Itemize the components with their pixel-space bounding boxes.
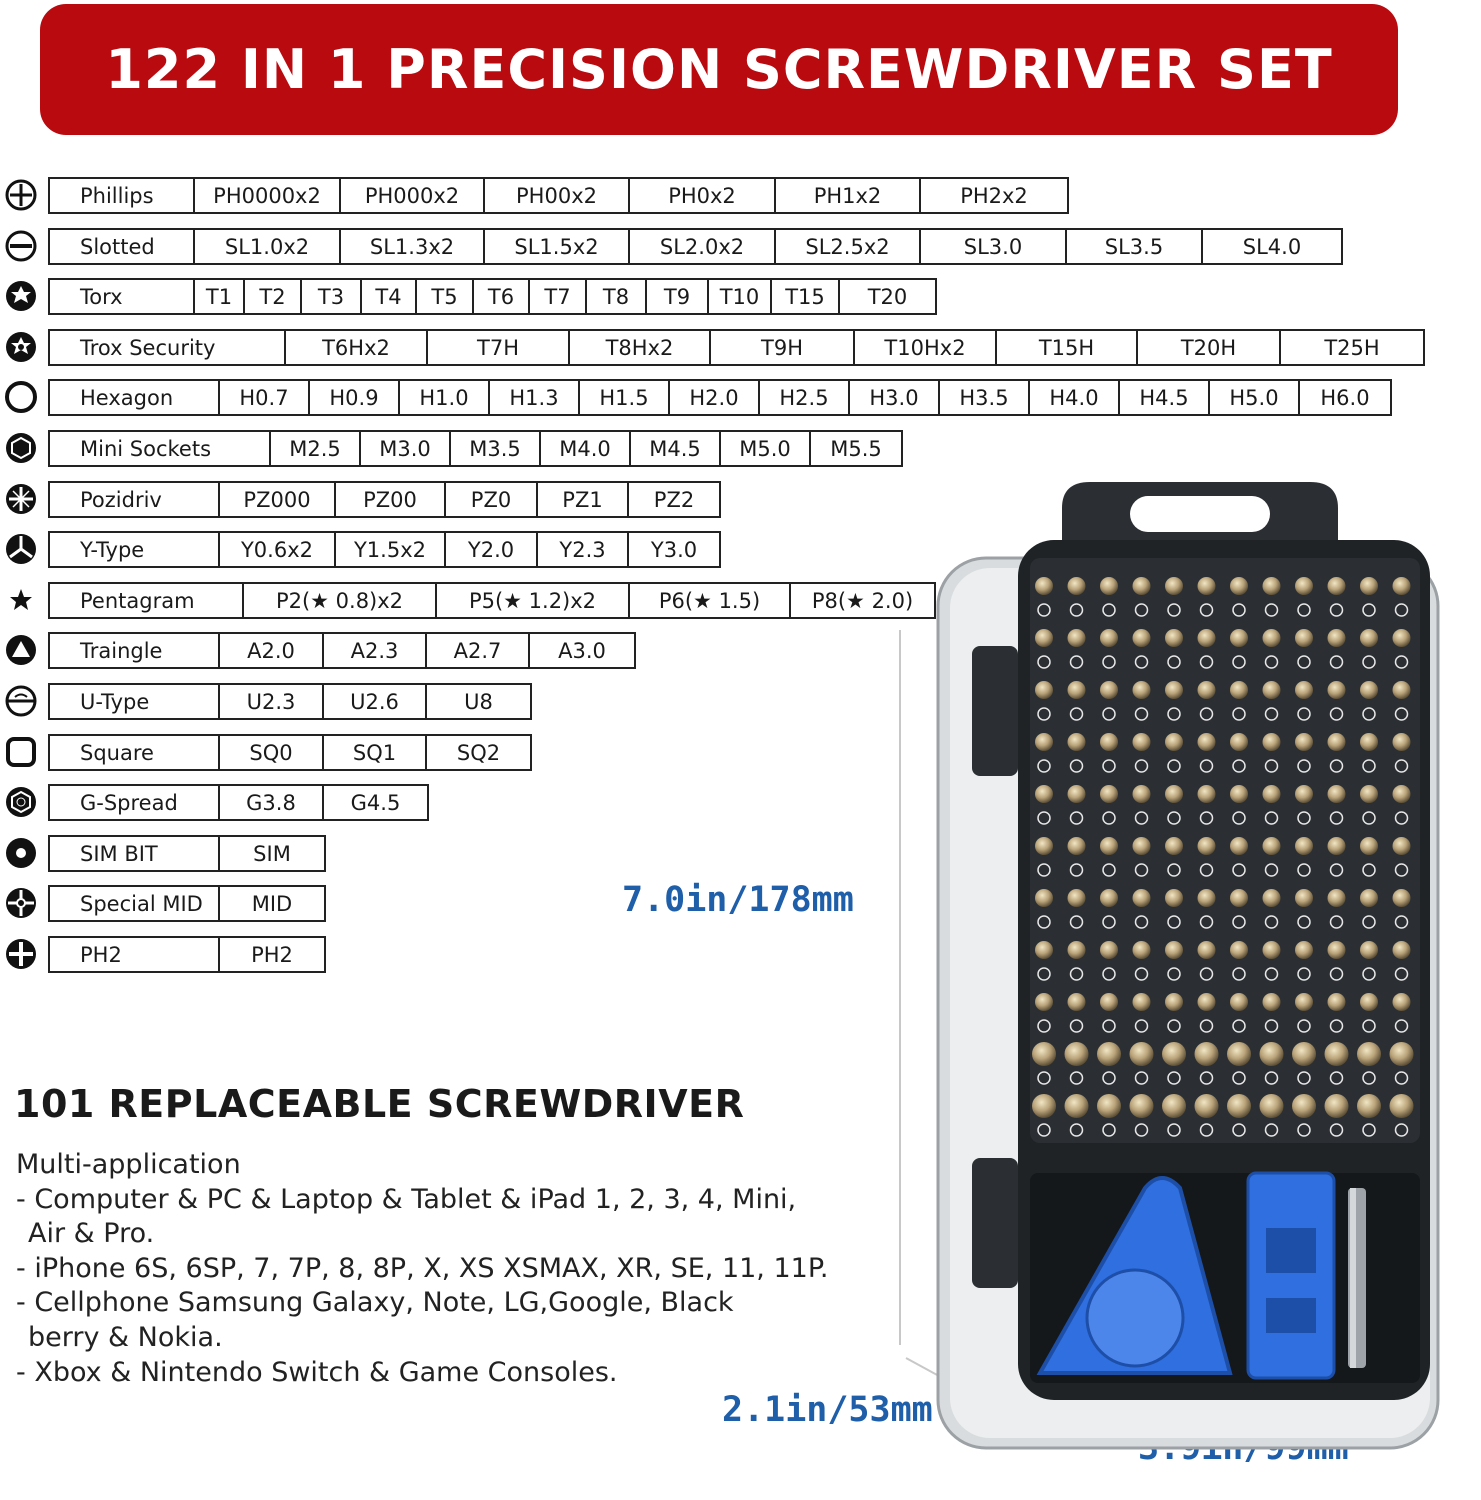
bit-tip xyxy=(1198,941,1216,959)
bit-tip xyxy=(1360,889,1378,907)
bit-size-cell: MID xyxy=(251,891,293,916)
bit-tip xyxy=(1165,577,1183,595)
bit-tip xyxy=(1165,941,1183,959)
bit-type-label: Slotted xyxy=(50,230,195,263)
bit-tip xyxy=(1198,837,1216,855)
bit-size-cell: SIM xyxy=(253,841,291,866)
bit-size-cell: H1.5 xyxy=(580,381,670,414)
bit-tip xyxy=(1328,837,1346,855)
bit-size-cell: T15 xyxy=(772,280,840,313)
bit-tip xyxy=(1230,837,1248,855)
bit-size-cell: M3.0 xyxy=(361,432,451,465)
bit-size-cell: T2 xyxy=(245,280,302,313)
bit-tip xyxy=(1263,837,1281,855)
bit-tip xyxy=(1328,681,1346,699)
bit-size-cell: SL1.3x2 xyxy=(341,230,485,263)
bit-tip xyxy=(1295,993,1313,1011)
bit-size-cell: U8 xyxy=(464,689,493,714)
bit-tip xyxy=(1227,1042,1251,1066)
bit-tip xyxy=(1230,889,1248,907)
bit-tip xyxy=(1100,629,1118,647)
bit-tip xyxy=(1393,837,1411,855)
bit-size-cell: SL3.0 xyxy=(921,230,1067,263)
bit-size-cell: T4 xyxy=(362,280,417,313)
bit-tip xyxy=(1360,785,1378,803)
bit-tip xyxy=(1198,993,1216,1011)
bit-tip xyxy=(1100,941,1118,959)
bit-tip xyxy=(1357,1042,1381,1066)
bit-tip xyxy=(1035,941,1053,959)
bit-type-label: G-Spread xyxy=(50,786,220,819)
bit-size-cell: M4.0 xyxy=(541,432,631,465)
bit-size-cell: U2.6 xyxy=(324,685,427,718)
bit-size-cell: SL1.0x2 xyxy=(195,230,341,263)
bit-tip xyxy=(1032,1094,1056,1118)
applications-line: - Computer & PC & Laptop & Tablet & iPad 1, 2, 3, 4, Mini, xyxy=(16,1183,797,1215)
bit-size-cell: M2.5 xyxy=(271,432,361,465)
bit-size-cell: T20H xyxy=(1138,331,1281,364)
bit-tip xyxy=(1393,889,1411,907)
bit-size-cell: P5(★ 1.2)x2 xyxy=(437,584,630,617)
bit-tip xyxy=(1198,629,1216,647)
bit-tip xyxy=(1292,1042,1316,1066)
bit-size-cell: PH2 xyxy=(251,942,293,967)
bit-tip xyxy=(1195,1042,1219,1066)
bit-tip xyxy=(1100,837,1118,855)
bit-type-label: SIM BIT xyxy=(50,837,220,870)
bit-size-cell: Y2.3 xyxy=(538,533,629,566)
bit-type-label: Phillips xyxy=(50,179,195,212)
bit-size-cell: T15H xyxy=(997,331,1138,364)
bit-size-cell: H3.5 xyxy=(940,381,1030,414)
bit-tip xyxy=(1195,1094,1219,1118)
bit-size-cell: SL2.0x2 xyxy=(630,230,776,263)
bit-type-label: PH2 xyxy=(50,938,220,971)
bit-tip xyxy=(1230,733,1248,751)
bit-size-cell: H4.0 xyxy=(1030,381,1120,414)
bit-tip xyxy=(1198,889,1216,907)
applications-line: - Xbox & Nintendo Switch & Game Consoles. xyxy=(16,1356,618,1388)
bit-size-cell: H1.0 xyxy=(400,381,490,414)
bit-tip xyxy=(1263,785,1281,803)
bit-size-cell: M3.5 xyxy=(451,432,541,465)
bit-size-cell: PH2x2 xyxy=(960,183,1028,208)
bit-tip xyxy=(1263,629,1281,647)
bit-tip xyxy=(1165,733,1183,751)
bit-size-cell: PZ00 xyxy=(336,483,446,516)
bit-tip xyxy=(1035,785,1053,803)
bit-tip xyxy=(1295,577,1313,595)
bit-tip xyxy=(1393,577,1411,595)
bit-tip xyxy=(1393,941,1411,959)
bit-tip xyxy=(1165,889,1183,907)
bit-tip xyxy=(1260,1094,1284,1118)
bit-size-cell: T3 xyxy=(302,280,362,313)
bit-tip xyxy=(1068,837,1086,855)
bit-tip xyxy=(1295,889,1313,907)
bit-size-cell: T10 xyxy=(709,280,772,313)
applications-line: - Cellphone Samsung Galaxy, Note, LG,Google, Black xyxy=(16,1287,734,1319)
applications-line: Air & Pro. xyxy=(28,1218,155,1250)
bit-size-cell: SL4.0 xyxy=(1242,234,1302,259)
bit-tip xyxy=(1198,577,1216,595)
bit-tip xyxy=(1360,629,1378,647)
bit-tip xyxy=(1393,629,1411,647)
bit-size-cell: P8(★ 2.0) xyxy=(811,588,914,613)
bit-tip xyxy=(1162,1094,1186,1118)
bit-type-label: Square xyxy=(50,736,220,769)
bit-tip xyxy=(1068,577,1086,595)
bit-size-cell: G4.5 xyxy=(350,790,401,815)
bit-size-cell: M5.5 xyxy=(830,436,882,461)
bit-tip xyxy=(1393,785,1411,803)
bit-tip xyxy=(1393,681,1411,699)
bit-size-cell: SQ0 xyxy=(220,736,324,769)
bit-size-cell: Y0.6x2 xyxy=(220,533,336,566)
bit-size-cell: T25H xyxy=(1324,335,1380,360)
bit-size-cell: T9H xyxy=(711,331,855,364)
bit-tip xyxy=(1165,681,1183,699)
bit-tip xyxy=(1263,681,1281,699)
bit-size-cell: Y2.0 xyxy=(446,533,538,566)
bit-tip xyxy=(1100,785,1118,803)
bit-size-cell: SL2.5x2 xyxy=(776,230,921,263)
bit-size-cell: M4.5 xyxy=(631,432,721,465)
bit-tip xyxy=(1328,941,1346,959)
bit-size-cell: H5.0 xyxy=(1210,381,1300,414)
bit-type-label: Pozidriv xyxy=(50,483,220,516)
bit-tip xyxy=(1130,1094,1154,1118)
bit-tip xyxy=(1295,733,1313,751)
dimension-height: 7.0in/178mm xyxy=(622,880,854,920)
bit-tip xyxy=(1328,629,1346,647)
bit-tip xyxy=(1393,993,1411,1011)
bit-size-cell: A3.0 xyxy=(558,638,606,663)
bit-size-cell: H2.5 xyxy=(760,381,850,414)
bit-tip xyxy=(1230,785,1248,803)
bit-tip xyxy=(1328,889,1346,907)
bit-tip xyxy=(1230,681,1248,699)
dimension-depth: 2.1in/53mm xyxy=(722,1390,933,1430)
bit-size-cell: PH00x2 xyxy=(485,179,630,212)
bit-tip xyxy=(1393,733,1411,751)
bit-tip xyxy=(1133,785,1151,803)
bit-size-cell: G3.8 xyxy=(220,786,324,819)
bit-size-cell: T8Hx2 xyxy=(570,331,711,364)
bit-size-cell: PZ000 xyxy=(220,483,336,516)
bit-size-cell: SQ1 xyxy=(324,736,427,769)
bit-size-cell: H0.7 xyxy=(220,381,310,414)
bit-tip xyxy=(1100,889,1118,907)
bit-tip xyxy=(1068,733,1086,751)
bit-size-cell: M5.0 xyxy=(721,432,811,465)
bit-type-label: Y-Type xyxy=(50,533,220,566)
bit-tip xyxy=(1292,1094,1316,1118)
bit-tip xyxy=(1263,889,1281,907)
bit-size-cell: H0.9 xyxy=(310,381,400,414)
bit-size-cell: SQ2 xyxy=(456,740,501,765)
bit-size-cell: A2.0 xyxy=(220,634,324,667)
bit-size-cell: SL1.5x2 xyxy=(485,230,630,263)
bit-size-cell: T1 xyxy=(195,280,245,313)
bit-type-label: Hexagon xyxy=(50,381,220,414)
bit-tip xyxy=(1068,941,1086,959)
bit-tip xyxy=(1357,1094,1381,1118)
bit-tip xyxy=(1328,577,1346,595)
bit-type-label: Torx xyxy=(50,280,195,313)
bit-tip xyxy=(1065,1094,1089,1118)
applications-line: berry & Nokia. xyxy=(28,1321,223,1353)
bit-tip xyxy=(1325,1042,1349,1066)
bit-tip xyxy=(1035,733,1053,751)
bit-size-cell: T6Hx2 xyxy=(286,331,428,364)
bit-tip xyxy=(1068,889,1086,907)
bit-size-cell: A2.7 xyxy=(427,634,530,667)
bit-tip xyxy=(1328,785,1346,803)
bit-tip xyxy=(1068,629,1086,647)
bit-size-cell: T7H xyxy=(428,331,570,364)
bit-tip xyxy=(1260,1042,1284,1066)
bit-size-cell: H2.0 xyxy=(670,381,760,414)
bit-tip xyxy=(1035,837,1053,855)
bit-tip xyxy=(1360,993,1378,1011)
bit-size-cell: T9 xyxy=(647,280,709,313)
bit-tip xyxy=(1100,681,1118,699)
bit-tip xyxy=(1295,837,1313,855)
section-heading: 101 REPLACEABLE SCREWDRIVER xyxy=(14,1082,745,1126)
bit-tip xyxy=(1035,681,1053,699)
bit-size-cell: SL3.5 xyxy=(1067,230,1203,263)
bit-tip xyxy=(1263,993,1281,1011)
bit-tip xyxy=(1068,681,1086,699)
bit-tip xyxy=(1032,1042,1056,1066)
bit-tip xyxy=(1295,681,1313,699)
bit-tip xyxy=(1325,1094,1349,1118)
bit-size-cell: H1.3 xyxy=(490,381,580,414)
bit-tip xyxy=(1263,941,1281,959)
bit-tip xyxy=(1065,1042,1089,1066)
bit-type-label: Mini Sockets xyxy=(50,432,271,465)
bit-tip xyxy=(1230,941,1248,959)
bit-size-cell: T7 xyxy=(530,280,587,313)
bit-tip xyxy=(1035,577,1053,595)
page-title: 122 IN 1 PRECISION SCREWDRIVER SET xyxy=(105,38,1333,101)
bit-size-cell: PH0x2 xyxy=(630,179,776,212)
bit-tip xyxy=(1133,577,1151,595)
bit-tip xyxy=(1263,577,1281,595)
bit-tip xyxy=(1133,993,1151,1011)
bit-tip xyxy=(1230,577,1248,595)
bit-tip xyxy=(1097,1042,1121,1066)
bit-tip xyxy=(1035,629,1053,647)
bit-tip xyxy=(1133,889,1151,907)
bit-type-label: Special MID xyxy=(50,887,220,920)
bit-size-cell: PH1x2 xyxy=(776,179,921,212)
bit-size-cell: PZ0 xyxy=(446,483,538,516)
bit-size-cell: Y3.0 xyxy=(650,537,698,562)
bit-tip xyxy=(1133,629,1151,647)
bit-tip xyxy=(1230,993,1248,1011)
bit-size-cell: T20 xyxy=(867,284,908,309)
bit-size-cell: PH000x2 xyxy=(341,179,485,212)
bit-tip xyxy=(1035,889,1053,907)
bit-tip xyxy=(1390,1094,1414,1118)
screwdriver-case-illustration xyxy=(930,468,1450,1468)
bit-tip xyxy=(1165,785,1183,803)
bit-size-cell: Y1.5x2 xyxy=(336,533,446,566)
bit-tip xyxy=(1165,837,1183,855)
bit-tip xyxy=(1328,733,1346,751)
bit-tip xyxy=(1328,993,1346,1011)
bit-size-cell: T6 xyxy=(474,280,530,313)
bit-tip xyxy=(1263,733,1281,751)
bit-size-cell: H3.0 xyxy=(850,381,940,414)
bit-size-cell: PZ2 xyxy=(653,487,695,512)
bit-tip xyxy=(1295,785,1313,803)
bit-tip xyxy=(1130,1042,1154,1066)
bit-tip xyxy=(1133,837,1151,855)
bit-tip xyxy=(1100,993,1118,1011)
bit-type-label: Trox Security xyxy=(50,331,286,364)
bit-size-cell: A2.3 xyxy=(324,634,427,667)
bit-type-label: U-Type xyxy=(50,685,220,718)
bit-tip xyxy=(1198,785,1216,803)
bit-type-label: Traingle xyxy=(50,634,220,667)
bit-size-cell: T10Hx2 xyxy=(855,331,997,364)
bit-tip xyxy=(1068,993,1086,1011)
bit-size-cell: P6(★ 1.5) xyxy=(630,584,791,617)
bit-tip xyxy=(1230,629,1248,647)
bit-tip xyxy=(1295,941,1313,959)
bit-size-cell: T5 xyxy=(417,280,474,313)
bit-tip xyxy=(1162,1042,1186,1066)
bit-tip xyxy=(1390,1042,1414,1066)
bit-size-cell: PZ1 xyxy=(538,483,629,516)
bit-tip xyxy=(1227,1094,1251,1118)
bit-tip xyxy=(1360,733,1378,751)
bit-tip xyxy=(1360,837,1378,855)
bit-tip xyxy=(1360,577,1378,595)
bit-tip xyxy=(1198,733,1216,751)
bit-tip xyxy=(1133,733,1151,751)
bit-type-label: Pentagram xyxy=(50,584,244,617)
bit-tip xyxy=(1097,1094,1121,1118)
bit-tip xyxy=(1035,993,1053,1011)
bit-tip xyxy=(1100,733,1118,751)
bit-tip xyxy=(1295,629,1313,647)
bit-tip xyxy=(1068,785,1086,803)
bit-size-cell: U2.3 xyxy=(220,685,324,718)
bit-tip xyxy=(1360,941,1378,959)
bit-tip xyxy=(1165,629,1183,647)
bit-size-cell: P2(★ 0.8)x2 xyxy=(244,584,437,617)
applications-line: - iPhone 6S, 6SP, 7, 7P, 8, 8P, X, XS XSMAX, XR, SE, 11, 11P. xyxy=(16,1252,829,1284)
bit-tip xyxy=(1165,993,1183,1011)
bit-tip xyxy=(1360,681,1378,699)
bit-tip xyxy=(1100,577,1118,595)
bit-tip xyxy=(1133,941,1151,959)
bit-tip xyxy=(1133,681,1151,699)
bit-tip xyxy=(1198,681,1216,699)
bit-size-cell: PH0000x2 xyxy=(195,179,341,212)
bit-size-cell: H6.0 xyxy=(1320,385,1370,410)
applications-line: Multi-application xyxy=(16,1149,241,1180)
bit-size-cell: T8 xyxy=(587,280,647,313)
bit-size-cell: H4.5 xyxy=(1120,381,1210,414)
